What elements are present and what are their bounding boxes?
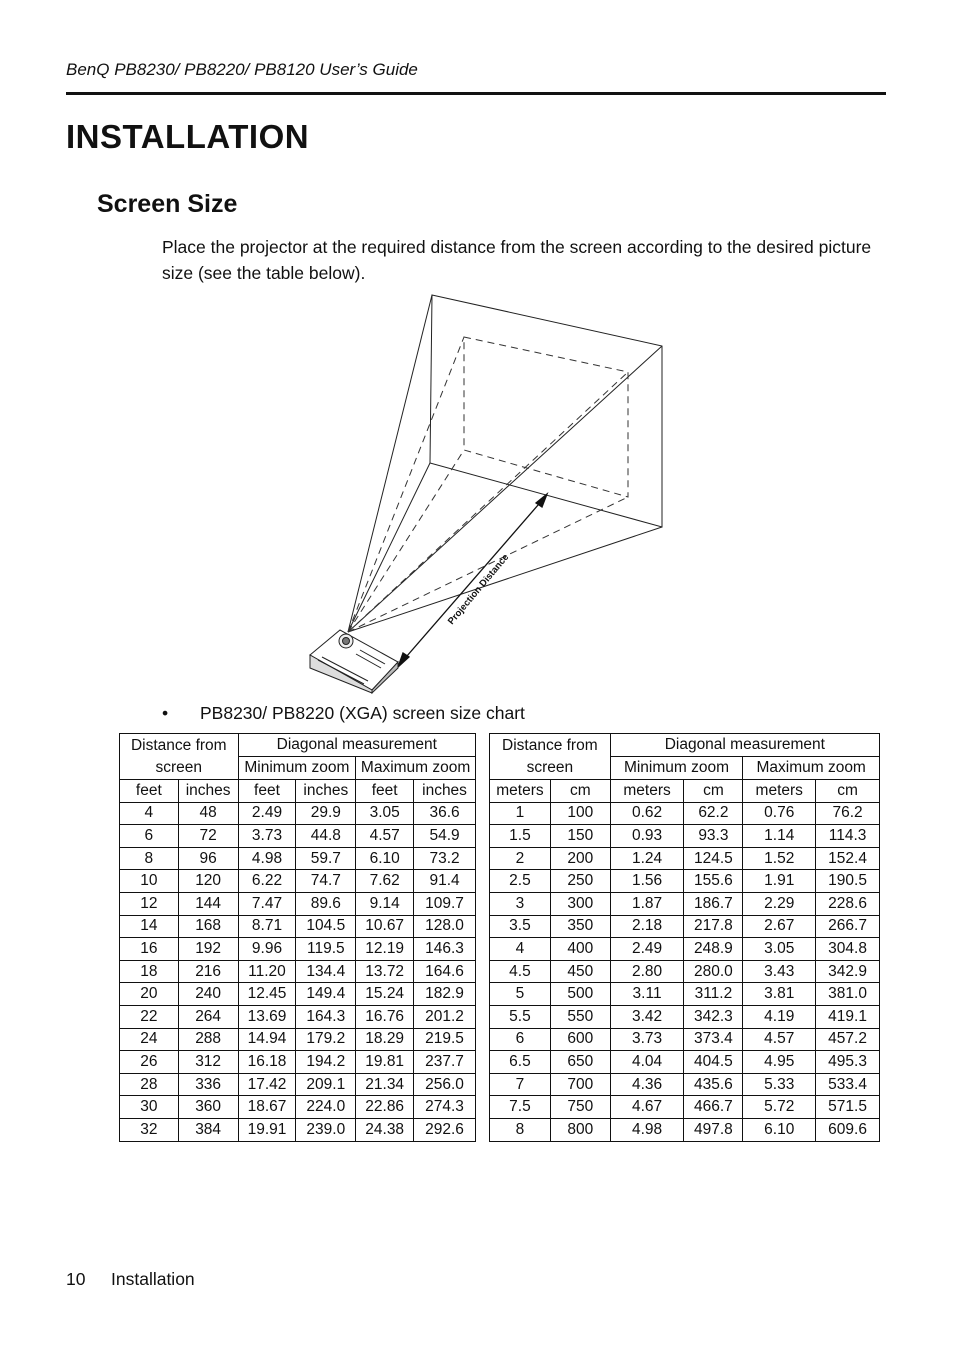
table-cell: 373.4 — [684, 1028, 743, 1051]
table-cell: 96 — [178, 847, 238, 870]
table-cell: 100 — [550, 802, 610, 825]
table-cell: 15.24 — [356, 983, 414, 1006]
header-distance: Distance from screen — [120, 734, 239, 780]
table-row — [490, 1005, 880, 1028]
table-cell: 19.81 — [356, 1051, 414, 1074]
table-cell: 500 — [550, 983, 610, 1006]
table-cell: 16.18 — [238, 1051, 296, 1074]
table-cell: 18.67 — [238, 1096, 296, 1119]
imperial-size-table — [119, 733, 476, 1142]
table-cell: 12.19 — [356, 938, 414, 961]
table-row — [120, 802, 476, 825]
table-row — [490, 847, 880, 870]
table-cell: 19.91 — [238, 1118, 296, 1141]
table-cell: 237.7 — [414, 1051, 476, 1074]
table-cell: 1.14 — [743, 825, 816, 848]
header-diagonal: Diagonal measurement — [610, 734, 879, 757]
table-cell: 224.0 — [296, 1096, 356, 1119]
table-cell: 36.6 — [414, 802, 476, 825]
table-cell: 22 — [120, 1005, 179, 1028]
table-cell: 74.7 — [296, 870, 356, 893]
screen-outline — [430, 295, 662, 527]
table-row — [120, 938, 476, 961]
table-row — [120, 915, 476, 938]
table-row — [490, 802, 880, 825]
table-row — [120, 1028, 476, 1051]
table-cell: 8 — [120, 847, 179, 870]
table-cell: 128.0 — [414, 915, 476, 938]
table-cell: 450 — [550, 960, 610, 983]
table-cell: 240 — [178, 983, 238, 1006]
table-cell: 179.2 — [296, 1028, 356, 1051]
table-cell: 13.72 — [356, 960, 414, 983]
table-cell: 32 — [120, 1118, 179, 1141]
table-cell: 1.56 — [610, 870, 684, 893]
table-row — [490, 870, 880, 893]
table-cell: 2.67 — [743, 915, 816, 938]
unit-header: inches — [414, 780, 476, 803]
table-cell: 2.5 — [490, 870, 551, 893]
table-cell: 18 — [120, 960, 179, 983]
table-cell: 16 — [120, 938, 179, 961]
table-cell: 609.6 — [816, 1118, 880, 1141]
table-cell: 28 — [120, 1073, 179, 1096]
chart-caption — [162, 703, 525, 724]
table-cell: 300 — [550, 892, 610, 915]
table-cell: 3.73 — [238, 825, 296, 848]
table-cell: 8 — [490, 1118, 551, 1141]
table-cell: 30 — [120, 1096, 179, 1119]
table-cell: 8.71 — [238, 915, 296, 938]
table-cell: 59.7 — [296, 847, 356, 870]
table-cell: 17.42 — [238, 1073, 296, 1096]
table-cell: 2.18 — [610, 915, 684, 938]
unit-header: cm — [550, 780, 610, 803]
table-row — [120, 870, 476, 893]
table-cell: 7.47 — [238, 892, 296, 915]
chapter-title: INSTALLATION — [66, 118, 310, 155]
table-row — [490, 1118, 880, 1141]
table-cell: 404.5 — [684, 1051, 743, 1074]
table-cell: 89.6 — [296, 892, 356, 915]
table-cell: 26 — [120, 1051, 179, 1074]
table-cell: 186.7 — [684, 892, 743, 915]
table-cell: 312 — [178, 1051, 238, 1074]
table-cell: 400 — [550, 938, 610, 961]
table-row — [490, 1096, 880, 1119]
table-cell: 22.86 — [356, 1096, 414, 1119]
unit-header: meters — [743, 780, 816, 803]
table-cell: 155.6 — [684, 870, 743, 893]
section-title: Screen Size — [97, 190, 238, 218]
table-cell: 13.69 — [238, 1005, 296, 1028]
table-cell: 550 — [550, 1005, 610, 1028]
table-cell: 1.24 — [610, 847, 684, 870]
table-row — [120, 825, 476, 848]
table-cell: 650 — [550, 1051, 610, 1074]
table-cell: 1 — [490, 802, 551, 825]
table-cell: 217.8 — [684, 915, 743, 938]
table-cell: 209.1 — [296, 1073, 356, 1096]
table-cell: 5 — [490, 983, 551, 1006]
table-cell: 48 — [178, 802, 238, 825]
table-cell: 1.52 — [743, 847, 816, 870]
table-cell: 62.2 — [684, 802, 743, 825]
intro-paragraph: Place the projector at the required distance from the screen according to the desired picture size (see the table below). — [162, 237, 872, 283]
header-max-zoom: Maximum zoom — [356, 757, 476, 780]
table-cell: 21.34 — [356, 1073, 414, 1096]
unit-header: inches — [296, 780, 356, 803]
table-cell: 256.0 — [414, 1073, 476, 1096]
table-row — [120, 983, 476, 1006]
table-cell: 0.93 — [610, 825, 684, 848]
unit-header: feet — [356, 780, 414, 803]
table-cell: 16.76 — [356, 1005, 414, 1028]
table-cell: 2.80 — [610, 960, 684, 983]
table-row — [490, 892, 880, 915]
table-cell: 7.62 — [356, 870, 414, 893]
page-footer — [66, 1269, 195, 1290]
table-cell: 104.5 — [296, 915, 356, 938]
table-cell: 304.8 — [816, 938, 880, 961]
table-cell: 93.3 — [684, 825, 743, 848]
table-cell: 12 — [120, 892, 179, 915]
unit-header: inches — [178, 780, 238, 803]
table-cell: 20 — [120, 983, 179, 1006]
table-cell: 3 — [490, 892, 551, 915]
header-max-zoom: Maximum zoom — [743, 757, 880, 780]
table-row — [490, 960, 880, 983]
table-cell: 164.3 — [296, 1005, 356, 1028]
table-cell: 2.49 — [238, 802, 296, 825]
header-min-zoom: Minimum zoom — [238, 757, 356, 780]
table-cell: 24.38 — [356, 1118, 414, 1141]
table-cell: 342.3 — [684, 1005, 743, 1028]
table-cell: 466.7 — [684, 1096, 743, 1119]
unit-header: feet — [120, 780, 179, 803]
table-cell: 3.43 — [743, 960, 816, 983]
table-cell: 14.94 — [238, 1028, 296, 1051]
small-screen-outline — [464, 337, 628, 497]
table-row — [120, 1051, 476, 1074]
footer-section: Installation — [111, 1269, 195, 1289]
table-cell: 114.3 — [816, 825, 880, 848]
table-cell: 6.10 — [356, 847, 414, 870]
unit-header: cm — [684, 780, 743, 803]
table-cell: 219.5 — [414, 1028, 476, 1051]
table-cell: 9.14 — [356, 892, 414, 915]
chart-caption-text: PB8230/ PB8220 (XGA) screen size chart — [200, 703, 525, 723]
table-cell: 152.4 — [816, 847, 880, 870]
table-cell: 200 — [550, 847, 610, 870]
table-cell: 266.7 — [816, 915, 880, 938]
page-number: 10 — [66, 1269, 86, 1289]
table-cell: 168 — [178, 915, 238, 938]
table-row — [490, 1051, 880, 1074]
table-cell: 250 — [550, 870, 610, 893]
table-cell: 216 — [178, 960, 238, 983]
running-header: BenQ PB8230/ PB8220/ PB8120 User’s Guide — [66, 60, 418, 79]
table-cell: 4 — [490, 938, 551, 961]
projection-distance-label: Projection Distance — [445, 551, 512, 627]
table-cell: 54.9 — [414, 825, 476, 848]
table-cell: 149.4 — [296, 983, 356, 1006]
table-cell: 73.2 — [414, 847, 476, 870]
table-cell: 1.91 — [743, 870, 816, 893]
table-cell: 311.2 — [684, 983, 743, 1006]
table-row — [120, 892, 476, 915]
table-cell: 150 — [550, 825, 610, 848]
table-cell: 3.11 — [610, 983, 684, 1006]
table-cell: 248.9 — [684, 938, 743, 961]
table-cell: 194.2 — [296, 1051, 356, 1074]
table-cell: 76.2 — [816, 802, 880, 825]
table-cell: 800 — [550, 1118, 610, 1141]
table-cell: 182.9 — [414, 983, 476, 1006]
table-cell: 3.5 — [490, 915, 551, 938]
table-cell: 14 — [120, 915, 179, 938]
table-cell: 9.96 — [238, 938, 296, 961]
table-cell: 5.33 — [743, 1073, 816, 1096]
table-cell: 3.42 — [610, 1005, 684, 1028]
table-cell: 0.62 — [610, 802, 684, 825]
table-cell: 124.5 — [684, 847, 743, 870]
table-cell: 228.6 — [816, 892, 880, 915]
table-cell: 201.2 — [414, 1005, 476, 1028]
table-cell: 381.0 — [816, 983, 880, 1006]
unit-header: meters — [610, 780, 684, 803]
table-cell: 435.6 — [684, 1073, 743, 1096]
table-cell: 2 — [490, 847, 551, 870]
metric-size-table — [489, 733, 880, 1142]
table-cell: 495.3 — [816, 1051, 880, 1074]
table-cell: 2.49 — [610, 938, 684, 961]
table-cell: 384 — [178, 1118, 238, 1141]
table-cell: 600 — [550, 1028, 610, 1051]
table-cell: 4.57 — [743, 1028, 816, 1051]
table-cell: 192 — [178, 938, 238, 961]
table-cell: 4.5 — [490, 960, 551, 983]
table-cell: 6.22 — [238, 870, 296, 893]
table-cell: 571.5 — [816, 1096, 880, 1119]
table-row — [120, 1005, 476, 1028]
table-cell: 288 — [178, 1028, 238, 1051]
unit-header: cm — [816, 780, 880, 803]
table-cell: 0.76 — [743, 802, 816, 825]
unit-header: meters — [490, 780, 551, 803]
table-cell: 146.3 — [414, 938, 476, 961]
header-distance: Distance from screen — [490, 734, 611, 780]
table-row — [490, 915, 880, 938]
table-cell: 119.5 — [296, 938, 356, 961]
table-cell: 4.95 — [743, 1051, 816, 1074]
table-cell: 12.45 — [238, 983, 296, 1006]
table-row — [120, 960, 476, 983]
table-row — [490, 1073, 880, 1096]
table-cell: 419.1 — [816, 1005, 880, 1028]
table-cell: 5.5 — [490, 1005, 551, 1028]
table-cell: 4.57 — [356, 825, 414, 848]
projector-icon — [310, 630, 398, 693]
table-row — [120, 847, 476, 870]
table-row — [490, 938, 880, 961]
bullet-marker: • — [162, 703, 169, 723]
table-cell: 29.9 — [296, 802, 356, 825]
table-cell: 190.5 — [816, 870, 880, 893]
table-cell: 2.29 — [743, 892, 816, 915]
table-cell: 3.05 — [743, 938, 816, 961]
table-cell: 4 — [120, 802, 179, 825]
table-cell: 336 — [178, 1073, 238, 1096]
distance-arrow — [400, 497, 545, 664]
table-cell: 44.8 — [296, 825, 356, 848]
table-cell: 72 — [178, 825, 238, 848]
table-cell: 4.67 — [610, 1096, 684, 1119]
table-cell: 4.98 — [610, 1118, 684, 1141]
table-cell: 4.36 — [610, 1073, 684, 1096]
table-cell: 3.81 — [743, 983, 816, 1006]
table-row — [490, 1028, 880, 1051]
table-row — [120, 1073, 476, 1096]
table-cell: 497.8 — [684, 1118, 743, 1141]
header-rule — [66, 92, 886, 95]
unit-header: feet — [238, 780, 296, 803]
table-cell: 120 — [178, 870, 238, 893]
table-cell: 264 — [178, 1005, 238, 1028]
table-cell: 3.73 — [610, 1028, 684, 1051]
table-cell: 280.0 — [684, 960, 743, 983]
table-cell: 109.7 — [414, 892, 476, 915]
table-cell: 164.6 — [414, 960, 476, 983]
table-cell: 274.3 — [414, 1096, 476, 1119]
table-cell: 533.4 — [816, 1073, 880, 1096]
table-cell: 292.6 — [414, 1118, 476, 1141]
table-cell: 7 — [490, 1073, 551, 1096]
table-cell: 5.72 — [743, 1096, 816, 1119]
table-row — [120, 1118, 476, 1141]
projection-diagram — [300, 290, 670, 695]
header-diagonal: Diagonal measurement — [238, 734, 475, 757]
table-cell: 7.5 — [490, 1096, 551, 1119]
table-cell: 1.87 — [610, 892, 684, 915]
table-cell: 6 — [120, 825, 179, 848]
table-cell: 10 — [120, 870, 179, 893]
table-cell: 24 — [120, 1028, 179, 1051]
table-cell: 6.10 — [743, 1118, 816, 1141]
table-cell: 144 — [178, 892, 238, 915]
table-row — [120, 1096, 476, 1119]
table-cell: 10.67 — [356, 915, 414, 938]
table-cell: 750 — [550, 1096, 610, 1119]
table-cell: 360 — [178, 1096, 238, 1119]
table-cell: 342.9 — [816, 960, 880, 983]
table-cell: 4.04 — [610, 1051, 684, 1074]
table-row — [490, 983, 880, 1006]
table-cell: 350 — [550, 915, 610, 938]
table-cell: 239.0 — [296, 1118, 356, 1141]
table-cell: 6 — [490, 1028, 551, 1051]
table-cell: 11.20 — [238, 960, 296, 983]
table-cell: 4.19 — [743, 1005, 816, 1028]
header-min-zoom: Minimum zoom — [610, 757, 743, 780]
table-cell: 91.4 — [414, 870, 476, 893]
table-cell: 6.5 — [490, 1051, 551, 1074]
table-cell: 1.5 — [490, 825, 551, 848]
table-cell: 134.4 — [296, 960, 356, 983]
table-cell: 457.2 — [816, 1028, 880, 1051]
table-cell: 18.29 — [356, 1028, 414, 1051]
table-cell: 700 — [550, 1073, 610, 1096]
table-row — [490, 825, 880, 848]
table-cell: 4.98 — [238, 847, 296, 870]
table-cell: 3.05 — [356, 802, 414, 825]
